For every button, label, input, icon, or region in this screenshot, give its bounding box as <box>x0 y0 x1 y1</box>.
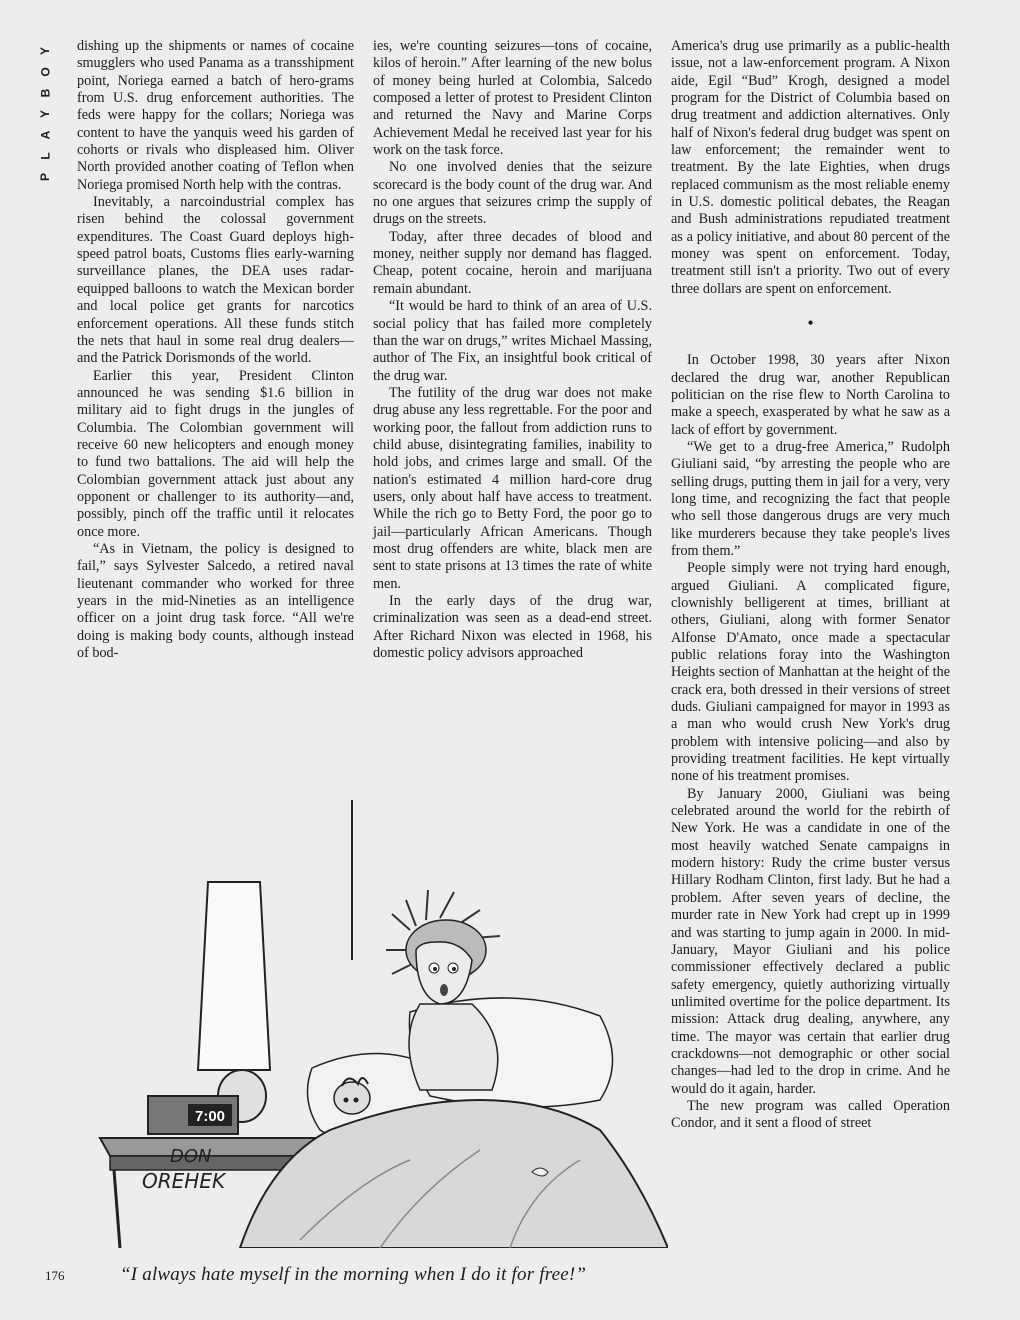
logo-letter: L <box>38 151 53 160</box>
paragraph: “It would be hard to think of an area of U.S. social policy that has failed more completely than the war on drugs,” writes Michael Massing, author of The Fix, an insightful book critical of the drug war. <box>373 298 652 384</box>
man-eye <box>344 1098 349 1103</box>
article-column-1 <box>77 38 354 662</box>
woman-pupil <box>433 967 437 971</box>
nightstand-leg <box>114 1170 120 1248</box>
signature-text: OREHEK <box>142 1169 226 1193</box>
logo-letter: O <box>38 66 53 77</box>
article-column-2 <box>373 38 652 662</box>
paragraph: In October 1998, 30 years after Nixon declared the drug war, another Republican politician on the rise flew to North Carolina to make a speech, exasperated by what he saw as a lack of effort by government. <box>671 352 950 438</box>
paragraph: Inevitably, a narcoindustrial complex has risen behind the colossal government expenditures. The Coast Guard deploys high-speed patrol boats, Customs flies early-warning surveillance planes, the DEA uses radar-equipped balloons to watch the Mexican border and local police get grants for narcotics enforcement operations. All these funds stitch the nets that haul in some real drug dealers—and the Patrick Dorismonds of the world. <box>77 194 354 367</box>
page-number: 176 <box>45 1268 65 1283</box>
paragraph: No one involved denies that the seizure scorecard is the body count of the drug war. And no one argues that seizures crimp the supply of drugs on the streets. <box>373 159 652 228</box>
paragraph: By January 2000, Giuliani was being celebrated around the world for the rebirth of New York. He was a candidate in one of the most heavily watched Senate campaigns in modern history: Rudy the crime buster versus Hillary Rodham Clinton, first lady. But he had a problem. After seven years of decline, the murder rate in New York had crept up in 1999 and was starting to jump again in 2000. In mid-January, Mayor Giuliani and his police commissioner effectively declared a public safety emergency, quietly authorizing virtually unlimited overtime for the police department. Its mission: Attack drug dealing, anywhere, any time. The mayor was certain that earlier drug crackdowns—not demographic or other social changes—had led to the drop in crime. And he would do it again, harder. <box>671 785 950 1097</box>
paragraph: The new program was called Operation Condor, and it sent a flood of street <box>671 1097 950 1132</box>
bed-blanket <box>240 1100 668 1248</box>
signature-text: DON <box>170 1146 212 1167</box>
logo-letter: Y <box>38 108 53 119</box>
cartoon-caption: “I always hate myself in the morning when I do it for free!” <box>120 1264 587 1285</box>
article-column-3 <box>671 38 950 1133</box>
magazine-sidebar-logo <box>32 40 60 187</box>
woman-mouth <box>440 984 448 996</box>
paragraph: America's drug use primarily as a public-health issue, not a law-enforcement program. A Nixon aide, Egil “Bud” Krogh, designed a model program for the District of Columbia based on drug treatment and addiction alternatives. Only half of Nixon's federal drug budget was spent on law enforcement; the remainder went to treatment. By the late Eighties, when drugs replaced communism as the most reliable enemy in U.S. domestic political debates, the Reagan and Bush administrations repudiated treatment as a policy initiative, and about 80 percent of the money was spent on enforcement. Today, treatment still isn't a priority. Two out of every three dollars are spent on enforcement. <box>671 38 950 297</box>
woman-pupil <box>452 967 456 971</box>
paragraph: The futility of the drug war does not make drug abuse any less regrettable. For the poor and working poor, the fallout from addiction runs to child abuse, disintegrating families, inability to hold jobs, and crimes large and small. Of the nation's estimated 4 million hard-core drug users, only about half have access to treatment. While the rich go to Betty Ford, the poor go to jail—particularly African Americans. Though most drug offenders are white, black men are sent to state prisons at 13 times the rate of white men. <box>373 384 652 592</box>
paragraph: Today, after three decades of blood and money, neither supply nor demand has flagged. Cheap, potent cocaine, heroin and marijuana remain abundant. <box>373 228 652 297</box>
cartoonist-signature <box>140 1140 260 1200</box>
clock-time: 7:00 <box>194 1108 226 1125</box>
paragraph: “We get to a drug-free America,” Rudolph Giuliani said, “by arresting the people who are selling drugs, putting them in jail for a very, very long time, and recognizing the fact that people who sell those dangerous drugs are very much like murderers because they take people's lives from them.” <box>671 438 950 559</box>
paragraph: People simply were not trying hard enough, argued Giuliani. A complicated figure, clownishly belligerent at times, brilliant at others, Giuliani, along with former Senator Alfonse D'Amato, once made a spectacular public relations foray into the Washington Heights section of Manhattan at the height of the crack era, both dressed in their versions of street duds. Giuliani campaigned for mayor in 1993 as a man who would crush New York's drug problem with intensive policing—and also by providing treatment facilities. He kept virtually none of his treatment promises. <box>671 560 950 785</box>
paragraph: In the early days of the drug war, criminalization was seen as a dead-end street. After Richard Nixon was elected in 1968, his domestic policy advisors approached <box>373 593 652 662</box>
section-break: • <box>807 313 814 334</box>
logo-letter: Y <box>38 45 53 56</box>
paragraph: dishing up the shipments or names of cocaine smugglers who used Panama as a transshipment point, Noriega earned a batch of hero-grams from U.S. drug enforcement authorities. The feds were happy for the collars; Noriega was content to have the yanquis weed his garden of cohorts or rivals who displeased him. Oliver North provided another coating of Teflon when Noriega promised North help with the contras. <box>77 38 354 193</box>
logo-letter: B <box>38 87 53 98</box>
man-eye <box>354 1098 359 1103</box>
paragraph: Earlier this year, President Clinton announced he was sending $1.6 billion in military aid to fight drugs in the jungles of Columbia. The Colombian government will receive 60 new helicopters and enough money to fund two battalions. The aid will help the Colombian government attack just about any opponent or challenger to its authority—and, possibly, pinch off the traffic until it relocates once more. <box>77 367 354 540</box>
paragraph: ies, we're counting seizures—tons of cocaine, kilos of heroin.” After learning of the new bolus of money being hurled at Colombia, Salcedo composed a letter of protest to President Clinton and returned the Navy and Marine Corps Achievement Medal he received last year for his work on the task force. <box>373 38 652 159</box>
lamp-shade <box>198 882 270 1070</box>
logo-letter: A <box>38 129 53 140</box>
man-head <box>334 1082 370 1114</box>
paragraph: “As in Vietnam, the policy is designed to fail,” says Sylvester Salcedo, a retired naval lieutenant commander who worked for three years in the mid-Nineties as an intelligence officer on a joint drug task force. “All we're doing is making body counts, although instead of bod- <box>77 540 354 662</box>
logo-letter: P <box>38 171 53 182</box>
